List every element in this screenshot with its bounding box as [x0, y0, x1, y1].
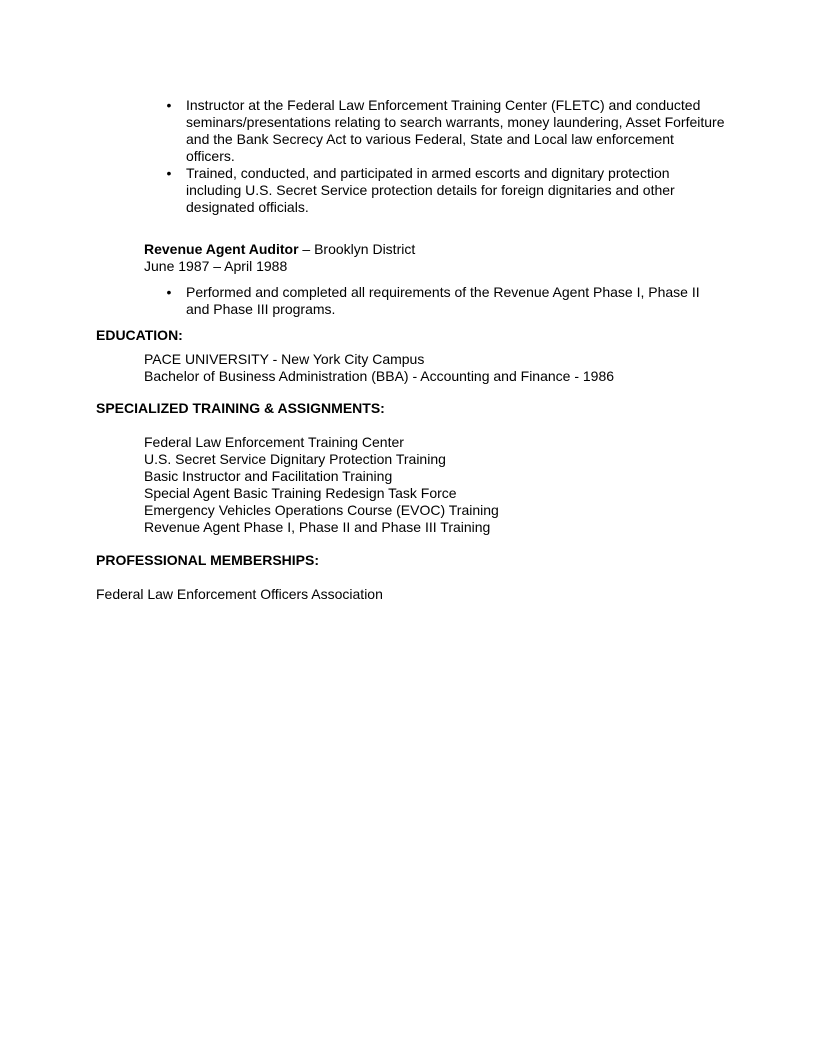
list-item [166, 97, 726, 165]
job-bullet-list [166, 284, 726, 318]
top-bullet-list [166, 97, 726, 216]
bullet-icon: • [166, 165, 172, 181]
training-item: Special Agent Basic Training Redesign Task Force [144, 485, 457, 501]
bullet-icon: • [166, 97, 172, 113]
bullet-text: Performed and completed all requirements of the Revenue Agent Phase I, Phase II and Phase III programs. [186, 284, 700, 317]
training-item: Federal Law Enforcement Training Center [144, 434, 404, 450]
membership-item: Federal Law Enforcement Officers Association [96, 586, 383, 602]
training-item: Basic Instructor and Facilitation Training [144, 468, 393, 484]
job-location: – Brooklyn District [298, 241, 416, 257]
bullet-icon: • [166, 284, 172, 300]
job-entry [144, 241, 744, 275]
training-list [144, 434, 744, 536]
bullet-text: Instructor at the Federal Law Enforcement Training Center (FLETC) and conducted seminars/presentations relating to search warrants, money laundering, Asset Forfeiture and the Bank Secrecy Act to various Federal, State and Local law enforcement officers. [186, 97, 725, 164]
job-title: Revenue Agent Auditor [144, 241, 299, 257]
education-degree: Bachelor of Business Administration (BBA) - Accounting and Finance - 1986 [144, 368, 615, 384]
education-school: PACE UNIVERSITY - New York City Campus [144, 351, 425, 367]
training-heading: SPECIALIZED TRAINING & ASSIGNMENTS: [96, 400, 385, 416]
training-item: U.S. Secret Service Dignitary Protection Training [144, 451, 446, 467]
list-item [166, 284, 726, 318]
memberships-list [96, 586, 696, 603]
training-item: Revenue Agent Phase I, Phase II and Phase III Training [144, 519, 491, 535]
job-header [144, 241, 744, 258]
training-item: Emergency Vehicles Operations Course (EVOC) Training [144, 502, 499, 518]
bullet-text: Trained, conducted, and participated in armed escorts and dignitary protection including U.S. Secret Service protection details for foreign dignitaries and other designated officials. [186, 165, 675, 215]
memberships-heading: PROFESSIONAL MEMBERSHIPS: [96, 552, 319, 568]
list-item [166, 165, 726, 216]
education-list [144, 351, 744, 385]
education-heading: EDUCATION: [96, 327, 183, 343]
job-dates: June 1987 – April 1988 [144, 258, 288, 274]
